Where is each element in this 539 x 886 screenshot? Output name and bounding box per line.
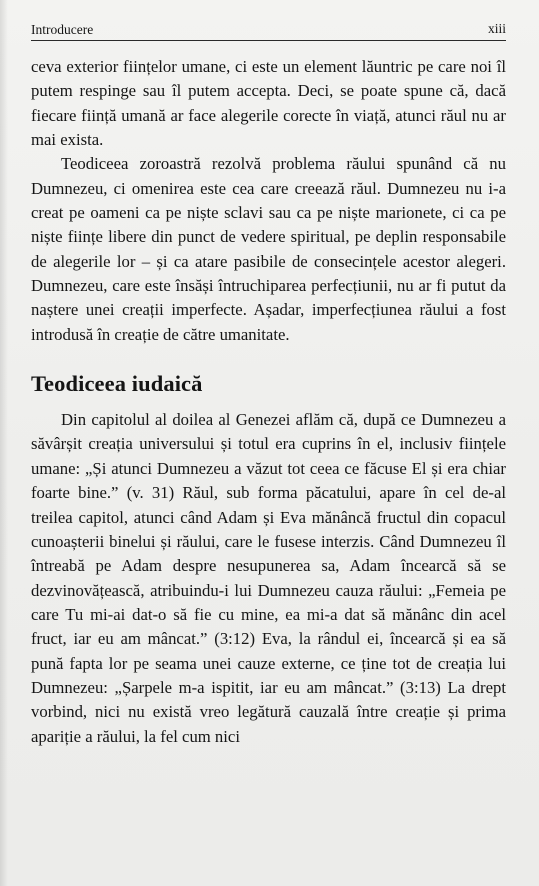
page-number: xiii: [487, 21, 506, 36]
paragraph-continued: ceva exterior ființelor umane, ci este un element lăuntric pe care noi îl putem respinge sau îl putem accepta. Deci, se poate spune că, dacă fiecare ființă umană ar face alegerile corecte în viață, atunci răul nu ar mai exista.: [31, 57, 506, 150]
page-body: [31, 55, 506, 749]
page-gutter-shadow: [0, 0, 8, 886]
section-heading: Teodiceea iudaică: [31, 371, 203, 397]
paragraph-jewish-theodicy: Din capitolul al doilea al Genezei aflăm că, după ce Dumnezeu a săvârșit creația universului și totul era cuprins în el, inclusiv ființele umane: „Și atunci Dumnezeu a văzut tot ceea ce făcuse El și era chiar foarte bine.” (v. 31) Răul, sub forma păcatului, apare în cel de-al treilea capitol, atunci când Adam și Eva mănâncă fructul din copacul cunoașterii binelui și răului, care le fusese interzis. Când Dumnezeu îl întreabă pe Adam despre nesupunerea sa, Adam încearcă să se dezvinovățească, atribuindu-i lui Dumnezeu cauza răului: „Femeia pe care Tu mi-ai dat-o să fie cu mine, ea mi-a dat să mănânc din acel fruct, iar eu am mâncat.” (3:12) Eva, la rândul ei, încearcă și ea să pună fapta lor pe seama unei cauze externe, ce ține tot de creația lui Dumnezeu: „Șarpele m-a ispitit, iar eu am mâncat.” (3:13) La drept vorbind, nici nu există vreo legătură cauzală între creație și prima apariție a răului, la fel cum nici: [31, 410, 506, 746]
paragraph-zoroastrian-theodicy: Teodiceea zoroastră rezolvă problema răului spunând că nu Dumnezeu, ci omenirea este cea care creează răul. Dumnezeu nu i-a creat pe oameni ca pe niște sclavi sau ca pe niște marionete, ci ca pe niște ființe libere din punct de vedere spiritual, pe deplin responsabile de alegerile lor – și ca atare pasibile de consecințele acestor alegeri. Dumnezeu, care este însăși întruchiparea perfecțiunii, nu ar fi putut da naștere unei creații imperfecte. Așadar, imperfecțiunea răului a fost introdusă în creație de către umanitate.: [31, 154, 506, 344]
running-header-title: Introducere: [31, 22, 94, 37]
running-header: [31, 20, 506, 41]
